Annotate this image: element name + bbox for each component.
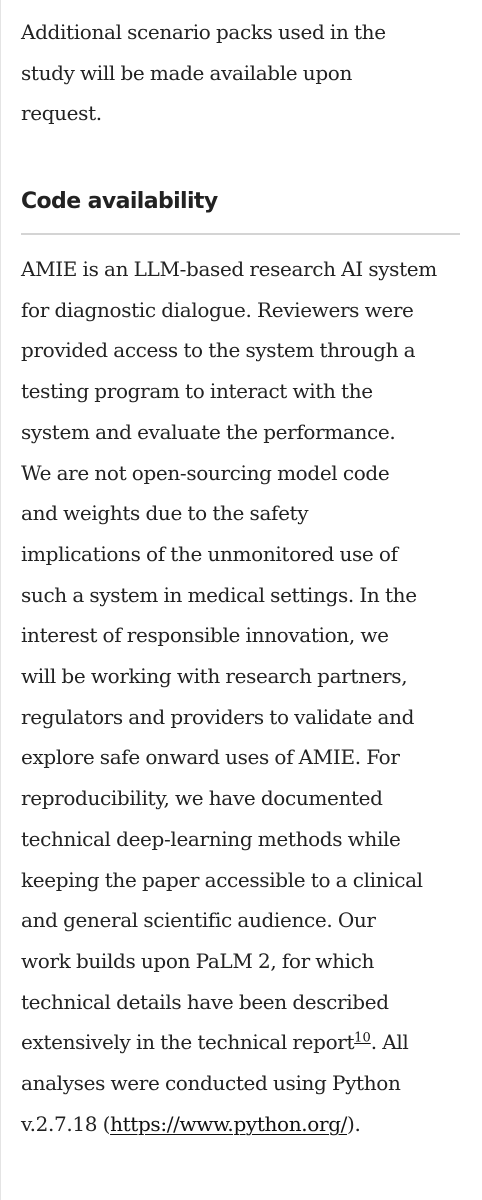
- code-availability-paragraph: [21, 249, 471, 1144]
- text-line: keeping the paper accessible to a clinical: [21, 867, 423, 892]
- text-line: for diagnostic dialogue. Reviewers were: [21, 297, 414, 322]
- text-line: analyses were conducted using Python: [21, 1071, 401, 1096]
- left-edge-divider: [0, 0, 1, 1200]
- closing-text: ).: [347, 1111, 361, 1136]
- text-line: interest of responsible innovation, we: [21, 623, 389, 648]
- text-line: study will be made available upon: [21, 60, 352, 85]
- text-line: Additional scenario packs used in the: [21, 20, 386, 44]
- version-text: v.2.7.18 (: [21, 1111, 111, 1136]
- reference-10-link[interactable]: 10: [354, 1030, 371, 1046]
- text-line: regulators and providers to validate and: [21, 704, 415, 729]
- text-line: such a system in medical settings. In the: [21, 582, 417, 607]
- text-line: provided access to the system through a: [21, 338, 416, 363]
- text-line: will be working with research partners,: [21, 664, 408, 689]
- text-line: testing program to interact with the: [21, 379, 373, 404]
- text-line-with-link: [21, 1104, 471, 1145]
- ref-line-tail: . All: [370, 1030, 409, 1055]
- text-line: technical details have been described: [21, 989, 389, 1014]
- text-line: work builds upon PaLM 2, for which: [21, 948, 375, 973]
- text-line: and general scientific audience. Our: [21, 908, 376, 933]
- python-website-link[interactable]: https://www.python.org/: [110, 1111, 348, 1136]
- scenario-packs-paragraph: [21, 12, 471, 134]
- heading-divider: [21, 233, 460, 235]
- text-line: request.: [21, 101, 102, 126]
- text-line-with-reference: [21, 1022, 471, 1063]
- text-line: system and evaluate the performance.: [21, 419, 396, 444]
- text-line: technical deep-learning methods while: [21, 826, 401, 851]
- text-line: implications of the unmonitored use of: [21, 541, 398, 566]
- text-line: AMIE is an LLM-based research AI system: [21, 257, 437, 281]
- text-line: reproducibility, we have documented: [21, 786, 383, 811]
- ref-line-text: extensively in the technical report: [21, 1030, 355, 1055]
- text-line: explore safe onward uses of AMIE. For: [21, 745, 400, 770]
- text-line: and weights due to the safety: [21, 501, 309, 526]
- code-availability-heading: Code availability: [21, 189, 218, 214]
- text-line: We are not open-sourcing model code: [21, 460, 390, 485]
